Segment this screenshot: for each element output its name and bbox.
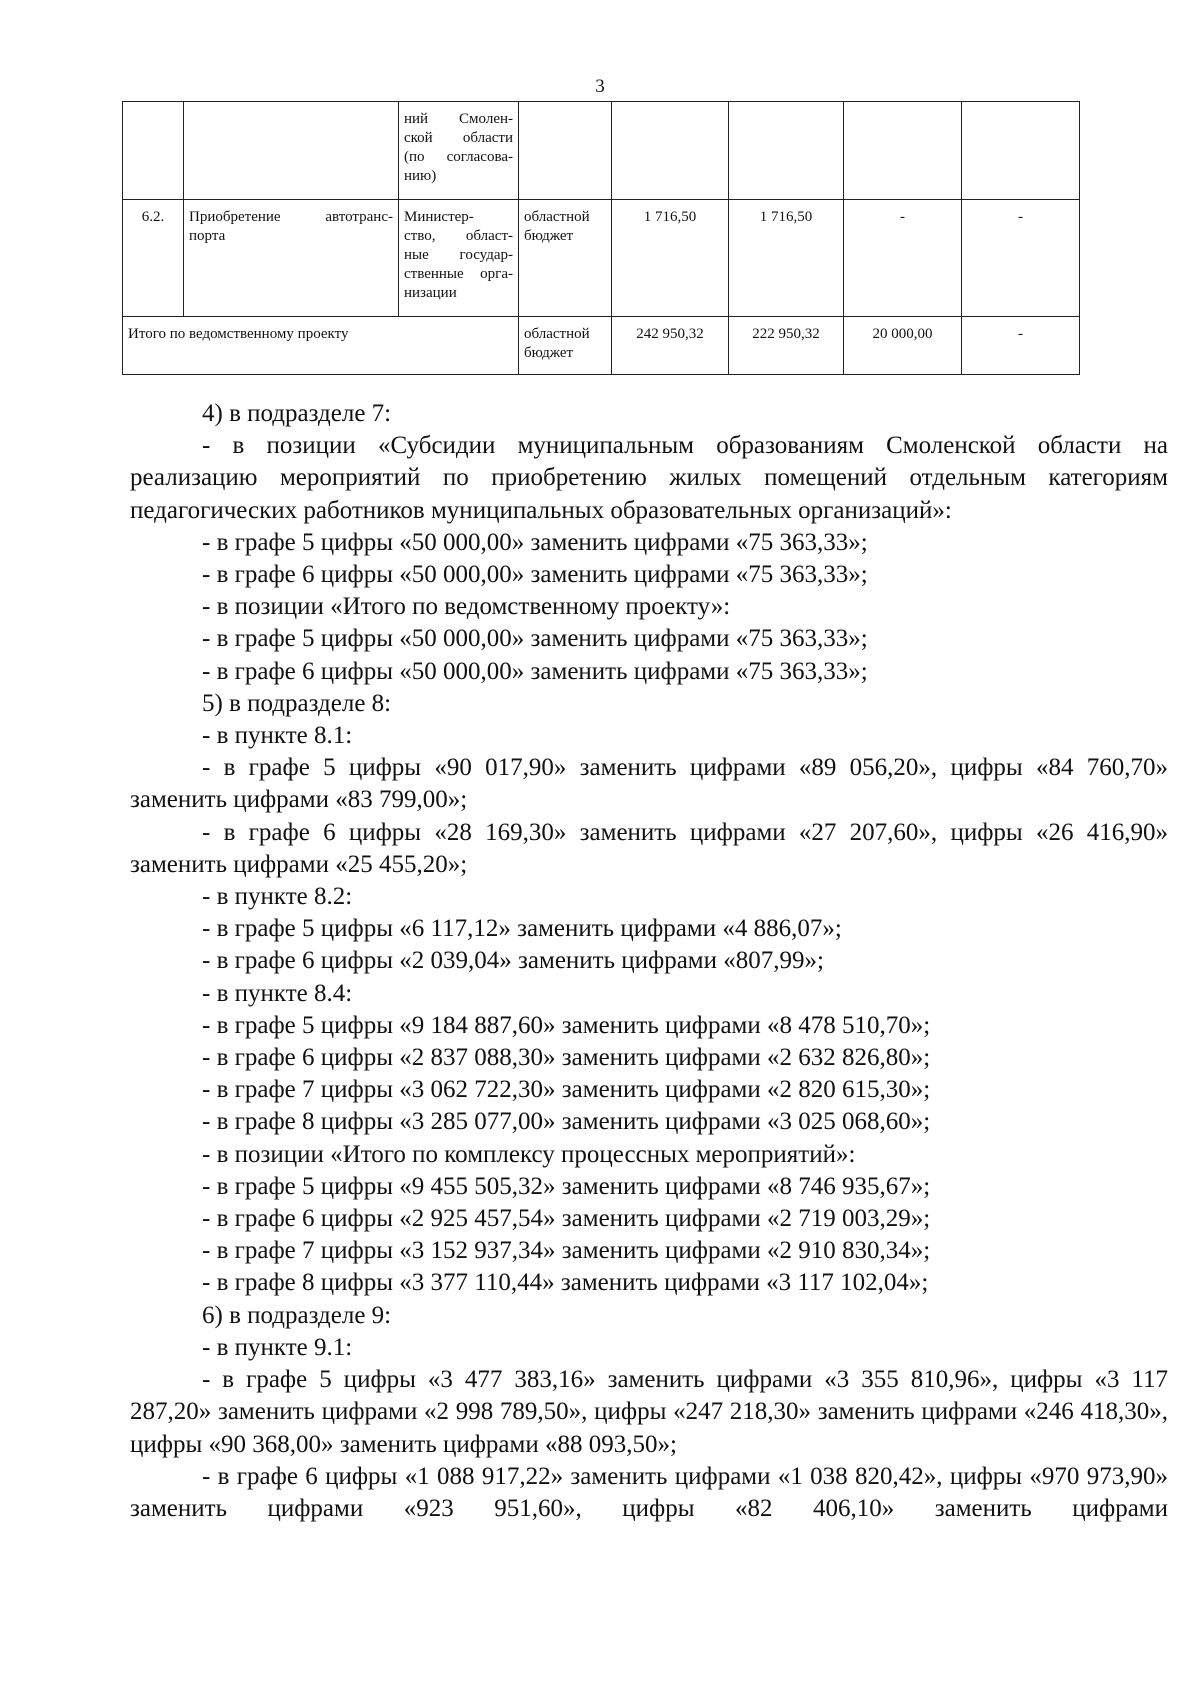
paragraph: - в графе 6 цифры «2 925 457,54» заменить цифрами «2 719 003,29»;: [202, 1205, 931, 1233]
cell-line: ственные орга-: [404, 266, 513, 282]
table-cell: [612, 102, 729, 200]
paragraph: 6) в подразделе 9:: [202, 1301, 392, 1329]
cell-line: областной: [524, 209, 590, 225]
cell-line: Министер-: [404, 209, 474, 225]
budget-table: [122, 101, 1080, 375]
year2-cell: 20 000,00: [844, 317, 962, 375]
total-cell: 242 950,32: [612, 317, 729, 375]
paragraph: - в графе 5 цифры «6 117,12» заменить цифрами «4 886,07»;: [202, 915, 842, 943]
table-cell: [519, 102, 612, 200]
year1-cell: 1 716,50: [729, 200, 844, 317]
cell-line: низации: [404, 285, 457, 301]
cell-line: Приобретение автотранс-: [189, 209, 393, 225]
row-number: 6.2.: [123, 200, 184, 317]
source-cell: [519, 200, 612, 317]
paragraph: - в графе 5 цифры «50 000,00» заменить цифрами «75 363,33»;: [202, 625, 868, 653]
paragraph: - в графе 5 цифры «3 477 383,16» заменить цифрами «3 355 810,96», цифры «3 117 287,20» заменить цифрами «2 998 789,50», цифры «247 218,30» заменить цифрами «246 418,30», цифры «90 368,00» заменить цифрами «88 093,50»;: [130, 1366, 1168, 1458]
cell-line: бюджет: [524, 345, 574, 361]
paragraph: - в графе 6 цифры «50 000,00» заменить цифрами «75 363,33»;: [202, 657, 868, 685]
paragraph: 5) в подразделе 8:: [202, 689, 392, 717]
paragraph: - в позиции «Итого по ведомственному проекту»:: [202, 593, 731, 621]
source-cell: [519, 317, 612, 375]
paragraph: 4) в подразделе 7:: [202, 400, 392, 427]
total-cell: 1 716,50: [612, 200, 729, 317]
total-label: Итого по ведомственному проекту: [123, 317, 519, 375]
cell-line: областной: [524, 326, 590, 342]
table-cell: [184, 102, 399, 200]
cell-line: порта: [189, 228, 226, 244]
cell-line: ний Смолен-: [404, 111, 513, 127]
amendments-text: [130, 398, 1168, 1525]
year2-cell: -: [844, 200, 962, 317]
paragraph: - в графе 7 цифры «3 152 937,34» заменить цифрами «2 910 830,34»;: [202, 1237, 931, 1265]
paragraph: - в графе 5 цифры «50 000,00» заменить цифрами «75 363,33»;: [202, 528, 868, 556]
year3-cell: -: [962, 200, 1080, 317]
paragraph: - в пункте 9.1:: [202, 1333, 353, 1361]
cell-line: бюджет: [524, 228, 574, 244]
paragraph: - в графе 6 цифры «28 169,30» заменить цифрами «27 207,60», цифры «26 416,90» заменить цифрами «25 455,20»;: [130, 818, 1168, 878]
page-number: 3: [595, 76, 605, 97]
paragraph: - в графе 8 цифры «3 377 110,44» заменить цифрами «3 117 102,04»;: [202, 1269, 929, 1297]
table-row: [123, 102, 1080, 200]
paragraph: - в пункте 8.1:: [202, 722, 353, 750]
paragraph: - в позиции «Итого по комплексу процессных мероприятий»:: [202, 1140, 856, 1168]
paragraph: - в графе 6 цифры «2 039,04» заменить цифрами «807,99»;: [202, 947, 824, 975]
table-cell: [844, 102, 962, 200]
table-cell: [123, 102, 184, 200]
table-row: [123, 200, 1080, 317]
year1-cell: 222 950,32: [729, 317, 844, 375]
executor-cell: [399, 102, 519, 200]
cell-line: нию): [404, 168, 437, 184]
paragraph: - в графе 5 цифры «9 455 505,32» заменить цифрами «8 746 935,67»;: [202, 1172, 931, 1200]
cell-line: ные государ-: [404, 247, 513, 263]
paragraph: - в графе 6 цифры «1 088 917,22» заменить цифрами «1 038 820,42», цифры «970 973,90» заменить цифрами «923 951,60», цифры «82 406,10» заменить цифрами: [130, 1462, 1168, 1522]
paragraph: - в пункте 8.4:: [202, 979, 353, 1007]
executor-cell: [399, 200, 519, 317]
cell-line: ство, област-: [404, 228, 513, 244]
cell-line: ской области: [404, 130, 513, 146]
paragraph: - в графе 6 цифры «50 000,00» заменить цифрами «75 363,33»;: [202, 561, 868, 589]
paragraph: - в графе 7 цифры «3 062 722,30» заменить цифрами «2 820 615,30»;: [202, 1076, 931, 1104]
paragraph: - в графе 5 цифры «9 184 887,60» заменить цифрами «8 478 510,70»;: [202, 1011, 931, 1039]
table-cell: [962, 102, 1080, 200]
cell-line: (по согласова-: [404, 149, 513, 165]
paragraph: - в пункте 8.2:: [202, 883, 353, 911]
table-cell: [729, 102, 844, 200]
year3-cell: -: [962, 317, 1080, 375]
paragraph: - в графе 5 цифры «90 017,90» заменить цифрами «89 056,20», цифры «84 760,70» заменить цифрами «83 799,00»;: [130, 754, 1168, 814]
paragraph: - в позиции «Субсидии муниципальным образованиям Смоленской области на реализацию мероприятий по приобретению жилых помещений отдельным категориям педагогических работников муниципальных образовательных организаций»:: [130, 432, 1168, 524]
total-row: [123, 317, 1080, 375]
item-name-cell: [184, 200, 399, 317]
paragraph: - в графе 8 цифры «3 285 077,00» заменить цифрами «3 025 068,60»;: [202, 1108, 931, 1136]
paragraph: - в графе 6 цифры «2 837 088,30» заменить цифрами «2 632 826,80»;: [202, 1044, 931, 1072]
